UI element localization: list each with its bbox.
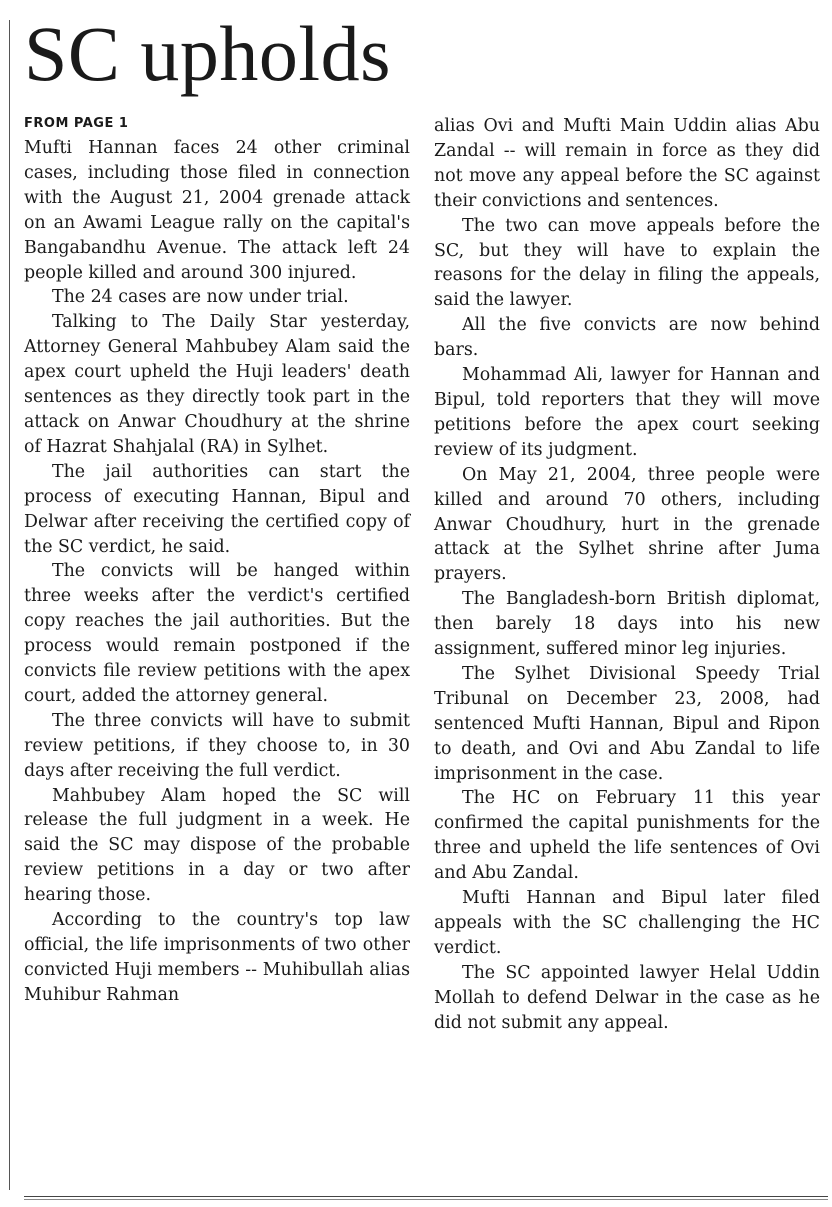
paragraph: Mohammad Ali, lawyer for Hannan and Bipul, told reporters that they will move petitions before the apex court seeking review of its judgment.: [434, 365, 820, 460]
paragraph: On May 21, 2004, three people were killed and around 70 others, including Anwar Choudhury, hurt in the grenade attack at the Sylhet shrine after Juma prayers.: [434, 464, 820, 585]
paragraph: The two can move appeals before the SC, but they will have to explain the reasons for the delay in filing the appeals, said the lawyer.: [434, 215, 820, 311]
paragraph: The Sylhet Divisional Speedy Trial Tribunal on December 23, 2008, had sentenced Mufti Hannan, Bipul and Ripon to death, and Ovi and Abu Zandal to life imprisonment in the case.: [434, 663, 820, 784]
paragraph: The HC on February 11 this year confirmed the capital punishments for the three and upheld the life sentences of Ovi and Abu Zandal.: [434, 788, 820, 884]
paragraph: The Bangladesh-born British diplomat, then barely 18 days into his new assignment, suffered minor leg injuries.: [434, 589, 820, 660]
paragraph: The three convicts will have to submit review petitions, if they choose to, in 30 days after receiving the full verdict.: [24, 710, 410, 781]
paragraph: All the five convicts are now behind bars.: [434, 315, 820, 361]
paragraph: alias Ovi and Mufti Main Uddin alias Abu Zandal -- will remain in force as they did not move any appeal before the SC against their convictions and sentences.: [434, 116, 820, 211]
paragraph: The convicts will be hanged within three weeks after the verdict's certified copy reaches the jail authorities. But the process would remain postponed if the convicts file review petitions with the apex court, added the attorney general.: [24, 561, 410, 706]
paragraph: The SC appointed lawyer Helal Uddin Mollah to defend Delwar in the case as he did not submit any appeal.: [434, 962, 820, 1033]
bottom-rule-secondary: [24, 1199, 828, 1200]
article-column-right: [434, 114, 820, 1036]
bottom-rule: [24, 1196, 828, 1197]
headline: SC upholds: [24, 10, 391, 97]
article-column-left: [24, 114, 410, 1008]
kicker-from-page: FROM PAGE 1: [24, 116, 129, 131]
paragraph: The jail authorities can start the process of executing Hannan, Bipul and Delwar after receiving the certified copy of the SC verdict, he said.: [24, 461, 410, 557]
paragraph: According to the country's top law official, the life imprisonments of two other convicted Huji members -- Muhibullah alias Muhibur Rahman: [24, 910, 410, 1005]
paragraph: Mufti Hannan faces 24 other criminal cases, including those filed in connection with the August 21, 2004 grenade attack on an Awami League rally on the capital's Bangabandhu Avenue. The attack left 24 people killed and around 300 injured.: [24, 138, 410, 283]
paragraph: Mahbubey Alam hoped the SC will release the full judgment in a week. He said the SC may dispose of the probable review petitions in a day or two after hearing those.: [24, 785, 410, 906]
left-border-rule: [9, 20, 10, 1190]
paragraph: Mufti Hannan and Bipul later filed appeals with the SC challenging the HC verdict.: [434, 888, 820, 958]
paragraph: The 24 cases are now under trial.: [52, 287, 349, 308]
paragraph: Talking to The Daily Star yesterday, Attorney General Mahbubey Alam said the apex court upheld the Huji leaders' death sentences as they directly took part in the attack on Anwar Choudhury at the shrine of Hazrat Shahjalal (RA) in Sylhet.: [24, 312, 410, 457]
